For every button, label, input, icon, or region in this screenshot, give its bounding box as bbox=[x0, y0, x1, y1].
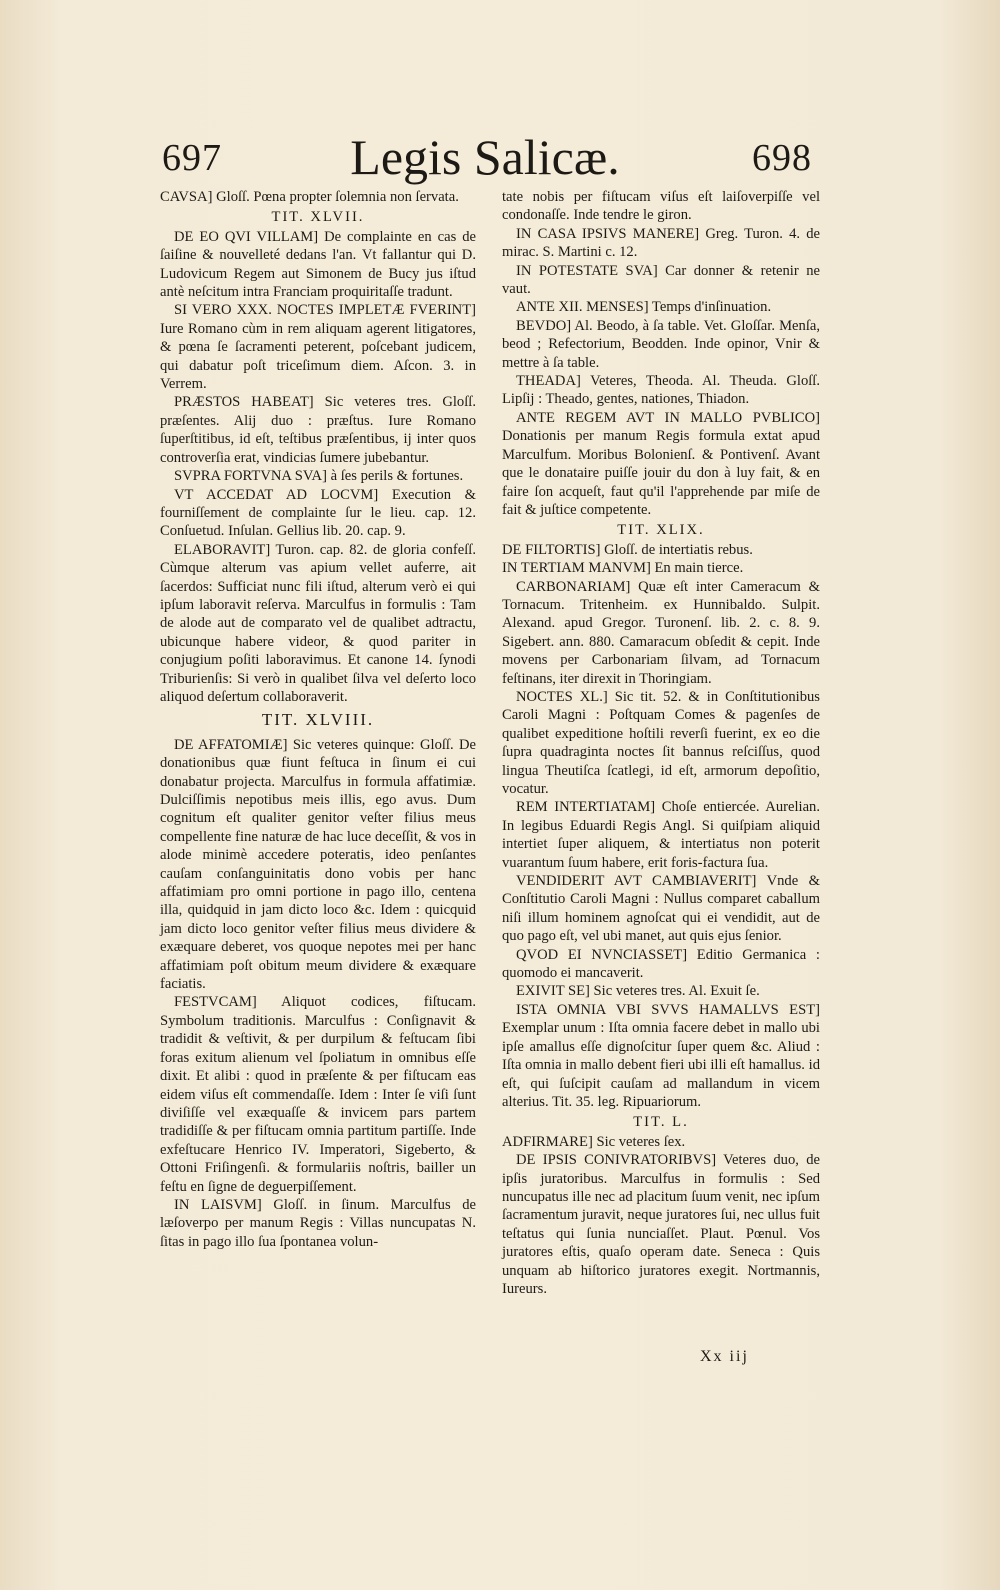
paragraph: IN CASA IPSIVS MANERE] Greg. Turon. 4. de mirac. S. Martini c. 12. bbox=[502, 225, 820, 261]
paragraph: DE IPSIS CONIVRATORIBVS] Veteres duo, de ipſis juratoribus. Marculfus in formulis : Sed nuncupatus ille nec ad placitum ſuum venit, nec ipſum ſacramentum juravit, neque juratores ſui, nec ullus fuit teſtatus qui ſunia nunciaſſet. Plaut. Pœnul. Vos juratores eſtis, quaſo operam date. Seneca : Quis unquam ab hiſtorico juratores exegit. Nortmannis, Iureurs. bbox=[502, 1152, 820, 1297]
paragraph: ELABORAVIT] Turon. cap. 82. de gloria confeſſ. Cùmque alterum vas apium vellet auferre, ait ſacerdos: Sufficiat nunc fili iſtud, alterum verò ei qui ipſum laboravit reſerva. Marculfus in formulis : Tam de alode aut de comparato vel de qualibet adtractu, ubicunque habere videor, & quod pariter in conjugium poſiti laboravimus. Et canone 14. ſynodi Triburienſis: Si verò in qualibet ſilva vel deſerto loco aliquod deſertum collaboraverit. bbox=[160, 541, 476, 705]
paragraph: PRÆSTOS HABEAT] Sic veteres tres. Gloſſ. præſentes. Alij duo : præſtus. Iure Romano ſuperſtitibus, id eſt, teſtibus præſentibus, ij inter quos controverſia erat, vindicias ſumere jubebantur. bbox=[160, 394, 476, 466]
paragraph: SVPRA FORTVNA SVA] à ſes perils & fortunes. bbox=[174, 468, 464, 485]
right-column bbox=[502, 188, 820, 1298]
section-heading: TIT. XLVIII. bbox=[261, 710, 375, 730]
paragraph: VENDIDERIT AVT CAMBIAVERIT] Vnde & Conſtitutio Caroli Magni : Nullus comparet caballum niſi illum hominem agnoſcat qui ei vendidit, aut de quo pago eſt, vel ubi manet, aut quis ejus ſenior. bbox=[502, 873, 820, 945]
paragraph: tate nobis per fiſtucam viſus eſt laiſoverpiſſe vel condonaſſe. Inde tendre le giron. bbox=[502, 189, 820, 224]
left-column bbox=[160, 188, 476, 1251]
paragraph: ANTE XII. MENSES] Temps d'inſinuation. bbox=[516, 299, 772, 316]
section-heading: TIT. XLVII. bbox=[271, 209, 365, 226]
section-heading: TIT. L. bbox=[633, 1114, 689, 1131]
paragraph: QVOD EI NVNCIASSET] Editio Germanica : quomodo ei mancaverit. bbox=[502, 946, 820, 982]
paragraph: CARBONARIAM] Quæ eſt inter Cameracum & Tornacum. Tritenheim. ex Hunnibaldo. Sulpit. Alexand. apud Gregor. Turonenſ. lib. 2. c. 8. 9. Sigebert. ann. 880. Camaracum obſedit & cepit. Inde movens per Carbonariam ſilvam, ad Tornacum feſtinans, iter direxit in Thoringiam. bbox=[502, 578, 820, 687]
right-page-number: 698 bbox=[752, 137, 812, 179]
section-heading: TIT. XLIX. bbox=[617, 522, 705, 539]
paragraph: IN LAISVM] Gloſſ. in ſinum. Marculfus de læſoverpo per manum Regis : Villas nuncupatas N. ſitas in pago illo ſua ſpontanea volun- bbox=[160, 1196, 476, 1250]
paragraph: SI VERO XXX. NOCTES IMPLETÆ FVERINT] Iure Romano cùm in rem aliquam agerent litigatores, & pœna ſe ſacramenti peterent, poſcebant judicem, qui dabatur poſt triceſimum diem. Aſcon. 3. in Verrem. bbox=[160, 302, 476, 393]
paragraph: BEVDO] Al. Beodo, à ſa table. Vet. Gloſſar. Menſa, beod ; Refectorium, Beodden. Inde opinor, Vnir & mettre à ſa table. bbox=[502, 317, 820, 371]
paragraph: REM INTERTIATAM] Choſe entiercée. Aurelian. In legibus Eduardi Regis Angl. Si quiſpiam aliquid intertiet ſuper aliquem, & intertiatus non poterit vuarantum ſuum habere, erit foris-factura ſua. bbox=[502, 799, 820, 871]
paragraph: CAVSA] Gloſſ. Pœna propter ſolemnia non ſervata. bbox=[160, 189, 459, 205]
paragraph: DE EO QVI VILLAM] De complainte en cas de ſaiſine & nouvelleté dedans l'an. Vt fallantur qui D. Ludovicum Regem aut Simonem de Bucy jus iſtud antè neſcitum intra Franciam proquiritaſſe tradunt. bbox=[160, 228, 476, 301]
paragraph: EXIVIT SE] Sic veteres tres. Al. Exuit ſe. bbox=[516, 983, 760, 1000]
paragraph: IN TERTIAM MANVM] En main tierce. bbox=[502, 560, 744, 577]
paragraph: NOCTES XL.] Sic tit. 52. & in Conſtitutionibus Caroli Magni : Poſtquam Comes & pagenſes de qualibet expeditione hoſtili reverſi fuerint, ex eo die ſupra quadraginta noctes ſit bannus reſciſſus, quod lingua Theutiſca ſcatlegi, id eſt, armorum depoſitio, vocatur. bbox=[502, 688, 820, 797]
paragraph: ANTE REGEM AVT IN MALLO PVBLICO] Donationis per manum Regis formula extat apud Marculfum. Moribus Bolonienſ. & Pontivenſ. Avant que le donataire puiſſe jouir du don à luy fait, & en faire ſon acqueſt, faut qu'il l'apprehende par miſe de fait & juſtice competente. bbox=[502, 409, 820, 518]
page-header bbox=[150, 128, 820, 188]
paragraph: ADFIRMARE] Sic veteres ſex. bbox=[502, 1133, 686, 1150]
paragraph: FESTVCAM] Aliquot codices, fiſtucam. Symbolum traditionis. Marculfus : Conſignavit & tradidit & veſtivit, & per durpilum & feſtucam ſibi foras exitum alienum vel ſpoliatum in omnibus eſſe dixit. Et alibi : quod in præſente & per fiſtucam eas eidem viſus eſt commendaſſe. Idem : Inter ſe viſi ſunt diviſiſſe vel exæquaſſe & invicem pars partem tradidiſſe & per fiſtucam omnia partitum partiſſe. Inde exfeſtucare Henrico IV. Imperatori, Sigeberto, & Ottoni Friſingenſi. & formulariis noſtris, bailler un feſtu en ſigne de deguerpiſſement. bbox=[160, 994, 476, 1195]
paragraph: IN POTESTATE SVA] Car donner & retenir ne vaut. bbox=[502, 262, 820, 298]
paragraph: THEADA] Veteres, Theoda. Al. Theuda. Gloſſ. Lipſij : Theado, gentes, nationes, Thiadon. bbox=[502, 373, 820, 408]
paragraph: DE FILTORTIS] Gloſſ. de intertiatis rebus. bbox=[502, 541, 753, 558]
paragraph: ISTA OMNIA VBI SVVS HAMALLVS EST] Exemplar unum : Iſta omnia facere debet in mallo ubi ipſe amallus eſſe dignoſcitur ſuper quem &c. Aliud : Iſta omnia in mallo debent fieri ubi illi eſt hamallus. id eſt, qui ſuſcipit cauſam ad mallandum in vicem alterius. Tit. 35. leg. Ripuariorum. bbox=[502, 1001, 820, 1110]
left-page-number: 697 bbox=[162, 137, 222, 179]
paragraph: VT ACCEDAT AD LOCVM] Execution & fourniſſement de complainte ſur le lieu. cap. 12. Conſuetud. Inſulan. Gellius lib. 20. cap. 9. bbox=[160, 486, 476, 540]
paragraph: DE AFFATOMIÆ] Sic veteres quinque: Gloſſ. De donationibus quæ fiunt feſtuca in ſinum ei cui donabatur projecta. Marculfus in formula affatimiæ. Dulciſſimis nepotibus meis illis, ego avus. Dum cognitum eſt qualiter genitor veſter filius meus compellente fine naturæ de hac luce deceſſit, & vos in alode minimè accedere poteratis, ideo penſantes cauſam conſanguinitatis dono vobis per hanc affatimiam pro omni portione in pago illo, centena illa, quidquid in jam dicto loco &c. Idem : quicquid jam dicto loco genitor veſter filius meus dividere & exæquare deberet, vos quoque nepotes mei per hanc affatimiam poſt obitum meum dividere & exæquare faciatis. bbox=[160, 736, 476, 993]
running-title: Legis Salicæ. bbox=[350, 129, 620, 185]
signature-mark: Xx iij bbox=[700, 1348, 749, 1365]
